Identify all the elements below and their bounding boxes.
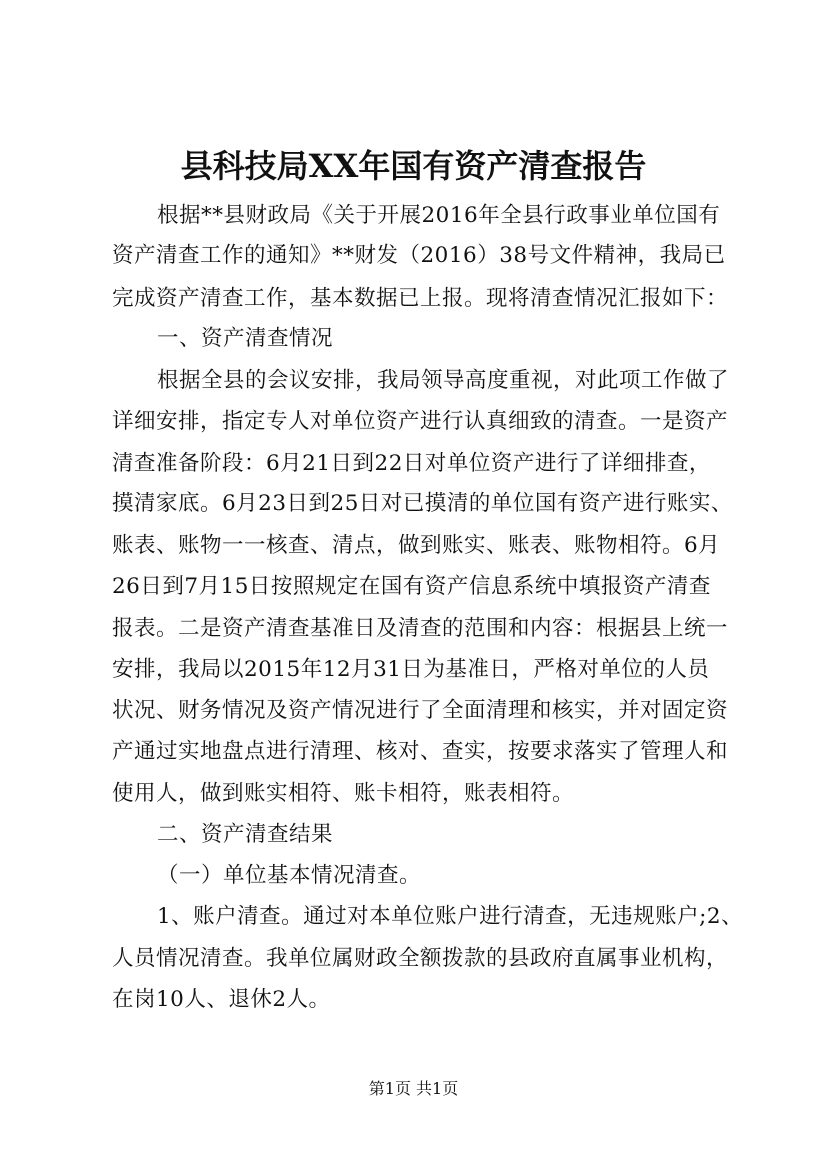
- paragraph-line: 根据**县财政局《关于开展2016年全县行政事业单位国有: [157, 203, 721, 228]
- page-footer: 第1页 共1页: [368, 1079, 459, 1098]
- paragraph-line: 完成资产清查工作，基本数据已上报。现将清查情况汇报如下：: [112, 286, 729, 311]
- paragraph-line: 报表。二是资产清查基准日及清查的范围和内容：根据县上统一: [112, 616, 729, 641]
- paragraph-line: 资产清查工作的通知》**财发（2016）38号文件精神，我局已: [112, 243, 726, 268]
- paragraph-line: 摸清家底。6月23日到25日对已摸清的单位国有资产进行账实、: [112, 491, 733, 516]
- paragraph-line: 账表、账物一一核查、清点，做到账实、账表、账物相符。6月: [112, 533, 721, 558]
- paragraph-line: 根据全县的会议安排，我局领导高度重视，对此项工作做了: [157, 368, 730, 393]
- paragraph-line: 清查准备阶段：6月21日到22日对单位资产进行了详细排查，: [112, 451, 711, 476]
- paragraph-line: 人员情况清查。我单位属财政全额拨款的县政府直属事业机构，: [112, 946, 729, 971]
- paragraph-line: 在岗10人、退休2人。: [112, 987, 331, 1012]
- paragraph-line: 使用人，做到账实相符、账卡相符，账表相符。: [112, 781, 575, 806]
- paragraph-line: 产通过实地盘点进行清理、核对、查实，按要求落实了管理人和: [112, 739, 729, 764]
- paragraph-line: 1、账户清查。通过对本单位账户进行清查，无违规账户;2、: [157, 904, 744, 929]
- paragraph-line: 26日到7月15日按照规定在国有资产信息系统中填报资产清查: [112, 574, 711, 599]
- paragraph-line: 状况、财务情况及资产情况进行了全面清理和核实，并对固定资: [112, 698, 729, 723]
- document-title: 县科技局XX年国有资产清查报告: [180, 147, 647, 185]
- paragraph-line: 安排，我局以2015年12月31日为基准日，严格对单位的人员: [112, 657, 710, 682]
- section-heading: 一、资产清查情况: [157, 326, 334, 351]
- section-heading: 二、资产清查结果: [157, 822, 334, 847]
- paragraph-line: 详细安排，指定专人对单位资产进行认真细致的清查。一是资产: [112, 409, 729, 434]
- subsection-heading: （一）单位基本情况清查。: [157, 863, 422, 888]
